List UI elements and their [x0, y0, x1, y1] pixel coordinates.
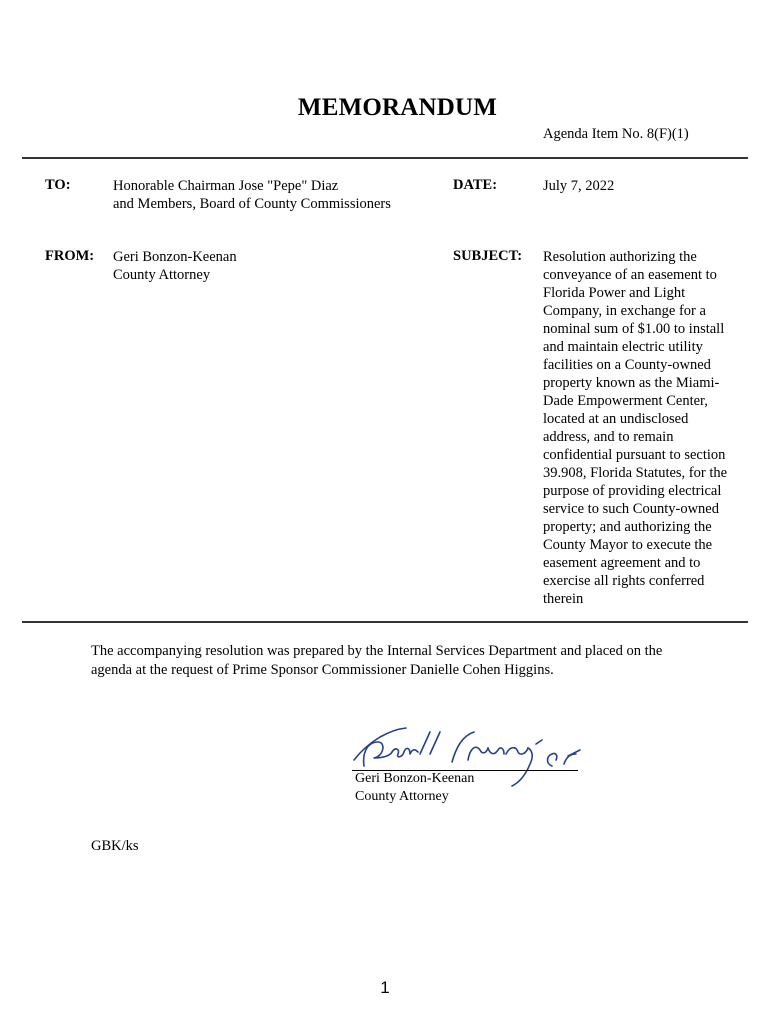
from-line: County Attorney — [113, 267, 211, 283]
to-line: Honorable Chairman Jose "Pepe" Diaz — [113, 178, 339, 194]
subject-line: property known as the Miami- — [543, 375, 720, 391]
body-divider — [22, 621, 748, 623]
body-line: agenda at the request of Prime Sponsor Commissioner Danielle Cohen Higgins. — [91, 662, 554, 678]
typist-initials: GBK/ks — [91, 838, 139, 854]
to-value — [113, 177, 391, 213]
date-value: July 7, 2022 — [543, 178, 615, 194]
memo-title: MEMORANDUM — [297, 94, 498, 121]
from-line: Geri Bonzon-Keenan — [113, 249, 237, 265]
subject-label: SUBJECT: — [453, 248, 523, 264]
subject-line: exercise all rights conferred — [543, 573, 705, 589]
subject-line: located at an undisclosed — [543, 411, 689, 427]
subject-line: Resolution authorizing the — [543, 249, 697, 265]
subject-line: and maintain electric utility — [543, 339, 703, 355]
subject-value — [543, 248, 743, 608]
subject-line: 39.908, Florida Statutes, for the — [543, 465, 728, 481]
subject-line: facilities on a County-owned — [543, 357, 711, 373]
from-label: FROM: — [45, 248, 95, 264]
subject-line: County Mayor to execute the — [543, 537, 713, 553]
signature-block — [355, 770, 474, 806]
subject-line: easement agreement and to — [543, 555, 701, 571]
from-value — [113, 248, 237, 284]
signer-title: County Attorney — [355, 789, 449, 804]
subject-line: purpose of providing electrical — [543, 483, 722, 499]
to-label: TO: — [45, 177, 71, 193]
agenda-item-number: Agenda Item No. 8(F)(1) — [543, 126, 689, 142]
subject-line: address, and to remain — [543, 429, 674, 445]
subject-line: property; and authorizing the — [543, 519, 712, 535]
subject-line: Dade Empowerment Center, — [543, 393, 708, 409]
header-divider — [22, 157, 748, 159]
subject-line: Company, in exchange for a — [543, 303, 706, 319]
body-line: The accompanying resolution was prepared by the Internal Services Department and placed on the — [91, 643, 663, 659]
memo-body — [91, 642, 711, 680]
date-label: DATE: — [453, 177, 498, 193]
subject-line: confidential pursuant to section — [543, 447, 726, 463]
subject-line: service to such County-owned — [543, 501, 719, 517]
subject-line: Florida Power and Light — [543, 285, 686, 301]
to-line: and Members, Board of County Commissioners — [113, 196, 391, 212]
subject-line: therein — [543, 591, 584, 607]
signer-name: Geri Bonzon-Keenan — [355, 771, 475, 786]
subject-line: nominal sum of $1.00 to install — [543, 321, 725, 337]
page-number: 1 — [380, 978, 390, 997]
subject-line: conveyance of an easement to — [543, 267, 717, 283]
